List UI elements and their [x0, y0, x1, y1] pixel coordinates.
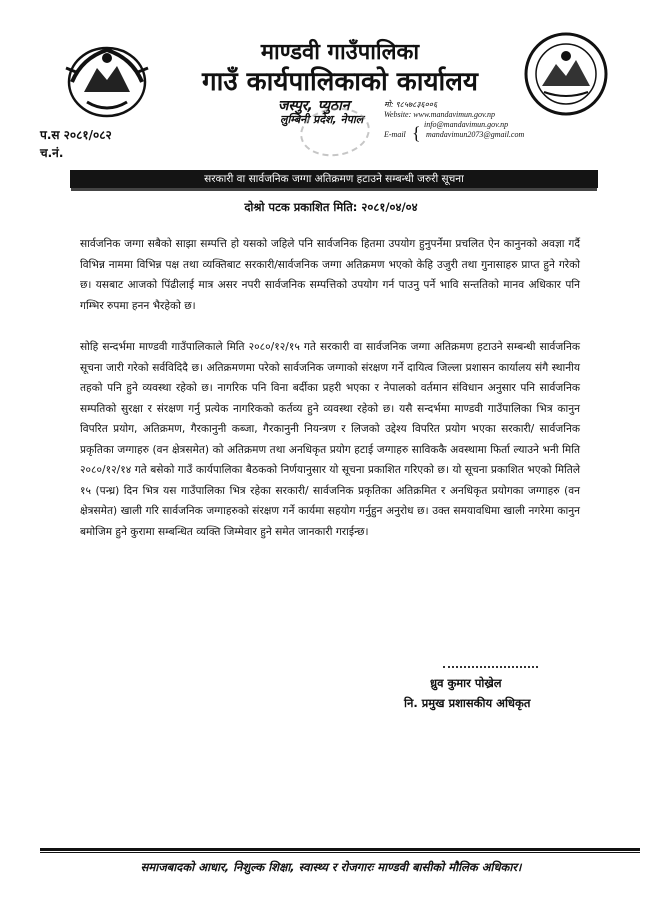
- publication-date: दोश्रो पटक प्रकाशित मिति: २०८१/०४/०४: [244, 200, 418, 214]
- contact-info: [384, 100, 525, 143]
- municipality-name: माण्डवी गाउँपालिका: [260, 40, 420, 65]
- footer-slogan: समाजबादको आधार, निशुल्क शिक्षा, स्वास्थ्य र रोजगारः माण्डवी बासीको मौलिक अधिकार।: [140, 860, 522, 874]
- signatory-designation: नि. प्रमुख प्रशासकीय अधिकृत: [404, 696, 531, 710]
- municipality-logo-icon: [522, 30, 610, 118]
- signatory-name: ध्रुव कुमार पोख्रेल: [430, 676, 502, 690]
- phone-number: मो: ९८५७८३६००६: [384, 100, 438, 109]
- website-label: Website:: [384, 110, 412, 119]
- footer-divider: [40, 848, 640, 851]
- email-label: E-mail: [384, 130, 406, 139]
- notice-title-banner: सरकारी वा सार्वजनिक जग्गा अतिक्रमण हटाउने सम्बन्धी जरुरी सूचना: [70, 170, 598, 188]
- brace-icon: {: [412, 123, 421, 143]
- signature-line: [443, 666, 538, 668]
- website-link[interactable]: www.mandavimun.gov.np: [413, 110, 495, 119]
- notice-paragraph-2: सोहि सन्दर्भमा माण्डवी गाउँपालिकाले मिति २०८०/१२/१५ गते सरकारी वा सार्वजनिक जग्गा अतिक्रमण हटाउने सम्बन्धी सार्वजनिक सूचना जारी गरेको सर्वविदिदै छ। अतिक्रमणमा परेको सार्वजनिक जग्गाको संरक्षण गर्ने दायित्व जिल्ला प्रशासन कार्यालय संगै स्थानीय तहको पनि हुने व्यवस्था रहेको छ। नागरिक पनि विना बर्दीका प्रहरी भएका र नेपालको वर्तमान संविधान अनुसार पनि सार्वजनिक सम्पतिको सुरक्षा र संरक्षण गर्नु प्रत्येक नागरिकको कर्तव्य हुने व्यवस्था रहेको छ। यसै सन्दर्भमा माण्डवी गाउँपालिका भित्र कानुन विपरित प्रयोग, अतिक्रमण, गैरकानुनी कब्जा, गैरकानुनी नियन्त्रण र लिजको उद्देश्य विपरित प्रयोग भएका सरकारी/ सार्वजनिक प्रकृतिका जग्गाहरु (वन क्षेत्रसमेत) को अतिक्रमण तथा अनधिकृत प्रयोग हटाई जग्गाहरु साविककै अवस्थामा फिर्ता ल्याउने भनी मिति २०८०/१२/१४ गते बसेको गाउँ कार्यपालिका बैठकको निर्णयानुसार यो सूचना प्रकाशित गरिएको छ। यो सूचना प्रकाशित भएको मितिले १५ (पन्ध्र) दिन भित्र यस गाउँपालिका भित्र रहेका सरकारी/ सार्वजनिक प्रकृतिका अतिक्रमित र अनधिकृत प्रयोगका जग्गाहरु (वन क्षेत्रसमेत) खाली गरि सार्वजनिक जग्गाहरुको संरक्षण गर्ने कार्यमा सहयोग गर्नुहुन अनुरोध छ। उक्त समयावधिमा खाली नगरेमा कानुन बमोजिम हुने कुरामा सम्बन्धित व्यक्ति जिम्मेवार हुने समेत जानकारी गराईन्छ।: [80, 341, 580, 538]
- province-name: लुम्बिनी प्रदेश, नेपाल: [280, 113, 364, 126]
- letter-number: प.स २०८१/०८२: [40, 128, 112, 142]
- nepal-emblem-icon: [62, 38, 152, 120]
- office-location: जस्पुर, प्युठान: [278, 98, 350, 114]
- office-name: गाउँ कार्यपालिकाको कार्यालय: [202, 67, 478, 97]
- email-2[interactable]: mandavimun2073@gmail.com: [426, 130, 525, 139]
- dispatch-number: च.नं.: [40, 146, 64, 160]
- footer-divider-thin: [40, 852, 640, 853]
- email-1[interactable]: info@mandavimun.gov.np: [424, 120, 509, 129]
- notice-paragraph-1: सार्वजनिक जग्गा सबैको साझा सम्पत्ति हो यसको जहिले पनि सार्वजनिक हितमा उपयोग हुनुपर्नेमा प्रचलित ऐन कानुनको अवज्ञा गर्दै विभिन्न नाममा विभिन्न पक्ष तथा व्यक्तिबाट सरकारी/सार्वजनिक जग्गा अतिक्रमण भएको केहि उजुरी तथा गुनासाहरु प्राप्त हुने गरेको छ। यसबाट आजको पिंढीलाई मात्र असर नपरी सार्वजनिक सम्पत्तिको उपयोग गर्न पाउनु पर्ने भावि सन्ततिको मानव अधिकार पनि गम्भिर रुपमा हनन भैरहेको छ।: [80, 238, 580, 312]
